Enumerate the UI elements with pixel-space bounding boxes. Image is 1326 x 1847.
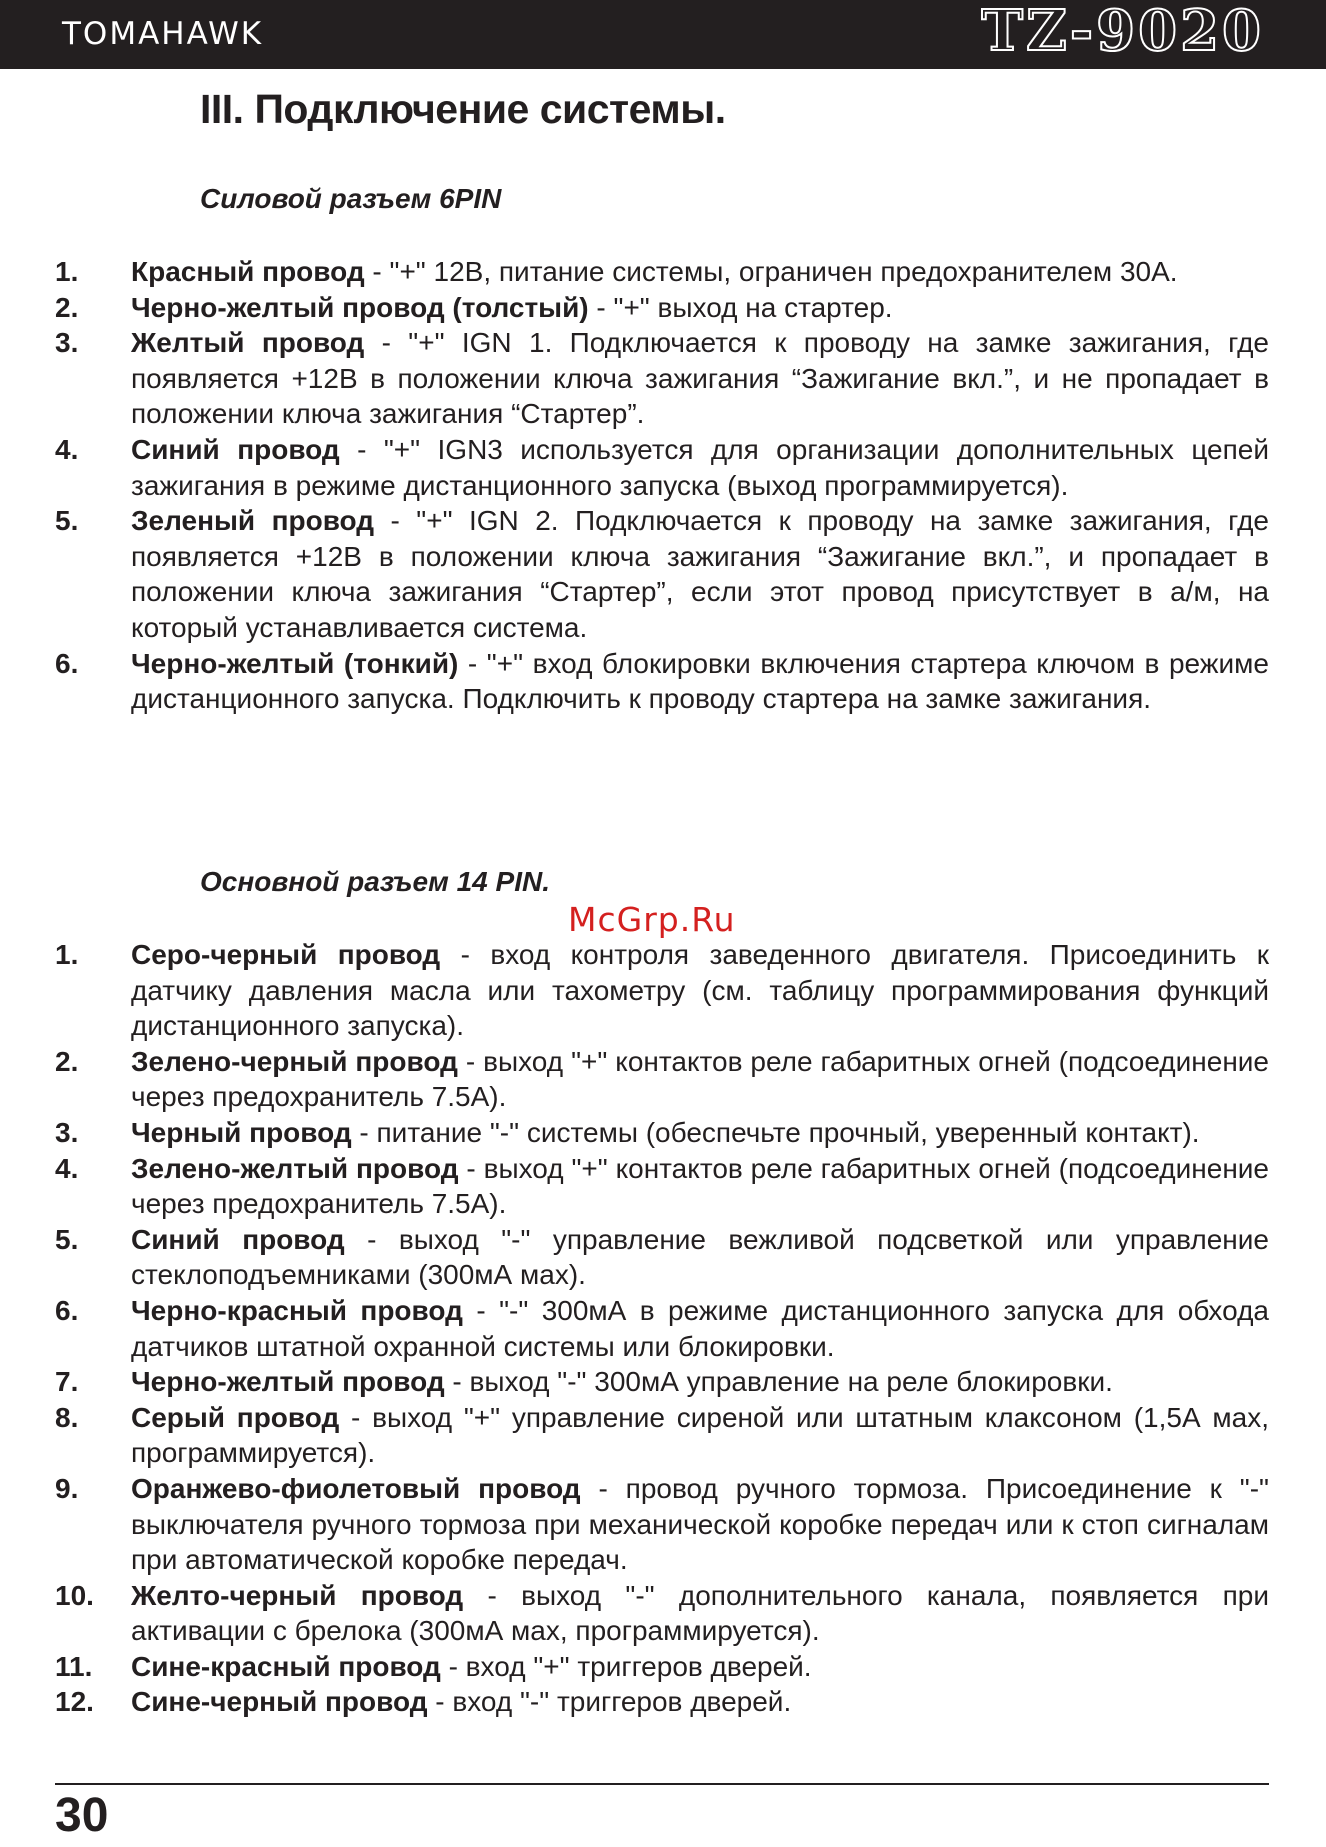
wire-description: - выход "-" 300мА управление на реле блокировки. xyxy=(444,1366,1113,1398)
wire-name: Серый провод xyxy=(131,1401,340,1433)
item-number: 4. xyxy=(55,1152,79,1184)
list-item xyxy=(55,937,1269,1044)
wire-description: - выход "+" контактов реле габаритных огней (подсоединение через предохранитель 7.5А). xyxy=(131,1152,1269,1220)
wire-name: Красный провод xyxy=(131,256,365,287)
item-text xyxy=(131,1115,1269,1151)
wire-description: - выход "+" управление сиреной или штатным клаксоном (1,5А мах, программируется). xyxy=(131,1401,1269,1469)
list-item xyxy=(55,1115,1269,1151)
wire-description: - выход "-" управление вежливой подсветкой или управление стеклоподъемниками (300мА мах). xyxy=(131,1223,1269,1291)
list-item xyxy=(55,646,1269,717)
wire-description: - выход "-" дополнительного канала, появляется при активации с брелока (300мА мах, программируется). xyxy=(131,1579,1270,1647)
list-item xyxy=(55,1151,1269,1222)
wire-name: Желто-черный провод xyxy=(131,1579,464,1611)
list-item xyxy=(55,325,1269,432)
item-number: 6. xyxy=(55,647,79,679)
wire-name: Черно-желтый (тонкий) xyxy=(131,647,459,679)
item-number: 3. xyxy=(55,327,79,359)
item-text xyxy=(131,432,1269,503)
item-number: 5. xyxy=(55,1223,79,1255)
item-number: 3. xyxy=(55,1116,79,1148)
item-text xyxy=(131,1649,1269,1685)
wire-description: - "+" выход на стартер. xyxy=(588,291,893,323)
model-name: TZ-9020 xyxy=(981,0,1264,64)
item-number: 11. xyxy=(55,1650,93,1682)
item-text xyxy=(131,290,1269,326)
item-text xyxy=(131,254,1269,290)
wire-description: - "-" 300мА в режиме дистанционного запуска для обхода датчиков штатной охранной системы или блокировки. xyxy=(131,1294,1269,1362)
footer-rule xyxy=(55,1783,1269,1785)
wire-name: Сине-черный провод xyxy=(131,1686,428,1718)
item-text xyxy=(131,325,1269,432)
connector-14pin-list xyxy=(55,937,1269,1720)
list-item xyxy=(55,254,1269,290)
wire-name: Зелено-желтый провод xyxy=(131,1152,459,1184)
wire-name: Синий провод xyxy=(131,1223,345,1255)
wire-name: Черный провод xyxy=(131,1116,352,1148)
wire-description: - вход контроля заведенного двигателя. Присоединить к датчику давления масла или тахометру (см. таблицу программирования функций дистанционного запуска). xyxy=(131,939,1270,1042)
list-item xyxy=(55,1222,1269,1293)
list-item xyxy=(55,1364,1269,1400)
item-text xyxy=(131,503,1269,645)
item-text xyxy=(131,1044,1269,1115)
wire-description: - "+" IGN 2. Подключается к проводу на замке зажигания, где появляется +12В в положении ключа зажигания “Зажигание вкл.”, и пропадает в положении ключа зажигания “Стартер”, если этот провод присутствует в а/м, на который устанавливается система. xyxy=(131,505,1269,643)
item-number: 8. xyxy=(55,1401,79,1433)
wire-name: Серо-черный провод xyxy=(131,939,441,970)
connector-6pin-title: Силовой разъем 6PIN xyxy=(200,183,502,214)
item-number: 10. xyxy=(55,1579,94,1611)
wire-name: Черно-желтый провод (толстый) xyxy=(131,291,589,323)
list-item xyxy=(55,1578,1269,1649)
item-number: 4. xyxy=(55,433,79,465)
item-text xyxy=(131,1578,1269,1649)
wire-description: - "+" IGN 1. Подключается к проводу на замке зажигания, где появляется +12В в положении ключа зажигания “Зажигание вкл.”, и не пропадает в положении ключа зажигания “Стартер”. xyxy=(131,327,1269,430)
item-text xyxy=(131,1684,1269,1720)
header-bar xyxy=(0,0,1326,69)
watermark: McGrp.Ru xyxy=(568,900,736,939)
connector-14pin-title: Основной разъем 14 PIN. xyxy=(200,866,550,897)
wire-name: Черно-красный провод xyxy=(131,1294,463,1326)
wire-name: Оранжево-фиолетовый провод xyxy=(131,1472,581,1504)
item-number: 2. xyxy=(55,1045,79,1077)
item-text xyxy=(131,1400,1269,1471)
wire-name: Зеленый провод xyxy=(131,505,375,537)
item-number: 5. xyxy=(55,505,79,537)
wire-description: - "+" IGN3 используется для организации дополнительных цепей зажигания в режиме дистанционного запуска (выход программируется). xyxy=(131,433,1269,501)
item-text xyxy=(131,1364,1269,1400)
wire-description: - провод ручного тормоза. Присоединение к "-" выключателя ручного тормоза при механической коробке передач или к стоп сигналам при автоматической коробке передач. xyxy=(131,1472,1269,1576)
item-text xyxy=(131,646,1269,717)
list-item xyxy=(55,1293,1269,1364)
wire-description: - вход "-" триггеров дверей. xyxy=(427,1686,792,1718)
item-number: 1. xyxy=(55,939,79,970)
item-text xyxy=(131,1151,1269,1222)
wire-name: Зелено-черный провод xyxy=(131,1045,458,1077)
item-number: 1. xyxy=(55,256,79,287)
list-item xyxy=(55,1684,1269,1720)
list-item xyxy=(55,1400,1269,1471)
list-item xyxy=(55,503,1269,645)
item-number: 9. xyxy=(55,1472,79,1504)
wire-description: - "+" вход блокировки включения стартера ключом в режиме дистанционного запуска. Подключить к проводу стартера на замке зажигания. xyxy=(131,647,1269,715)
list-item xyxy=(55,1471,1269,1578)
connector-6pin-list xyxy=(55,254,1269,717)
list-item xyxy=(55,1044,1269,1115)
wire-name: Сине-красный провод xyxy=(131,1650,441,1682)
item-number: 7. xyxy=(55,1366,79,1398)
item-text xyxy=(131,1293,1269,1364)
wire-description: - питание "-" системы (обеспечьте прочный, уверенный контакт). xyxy=(351,1116,1200,1148)
item-number: 2. xyxy=(55,291,79,323)
wire-description: - вход "+" триггеров дверей. xyxy=(440,1650,812,1682)
wire-name: Желтый провод xyxy=(131,327,365,359)
wire-description: - "+" 12В, питание системы, ограничен предохранителем 30А. xyxy=(364,256,1178,287)
item-number: 12. xyxy=(55,1686,94,1718)
list-item xyxy=(55,290,1269,326)
section-title: III. Подключение системы. xyxy=(200,86,726,132)
list-item xyxy=(55,432,1269,503)
wire-description: - выход "+" контактов реле габаритных огней (подсоединение через предохранитель 7.5А). xyxy=(131,1045,1269,1113)
item-text xyxy=(131,1222,1269,1293)
item-number: 6. xyxy=(55,1294,79,1326)
item-text xyxy=(131,1471,1269,1578)
page-number: 30 xyxy=(55,1789,109,1842)
item-text xyxy=(131,937,1269,1044)
brand-logo: TOMAHAWK xyxy=(62,16,264,52)
wire-name: Синий провод xyxy=(131,433,340,465)
wire-name: Черно-желтый провод xyxy=(131,1366,445,1398)
list-item xyxy=(55,1649,1269,1685)
